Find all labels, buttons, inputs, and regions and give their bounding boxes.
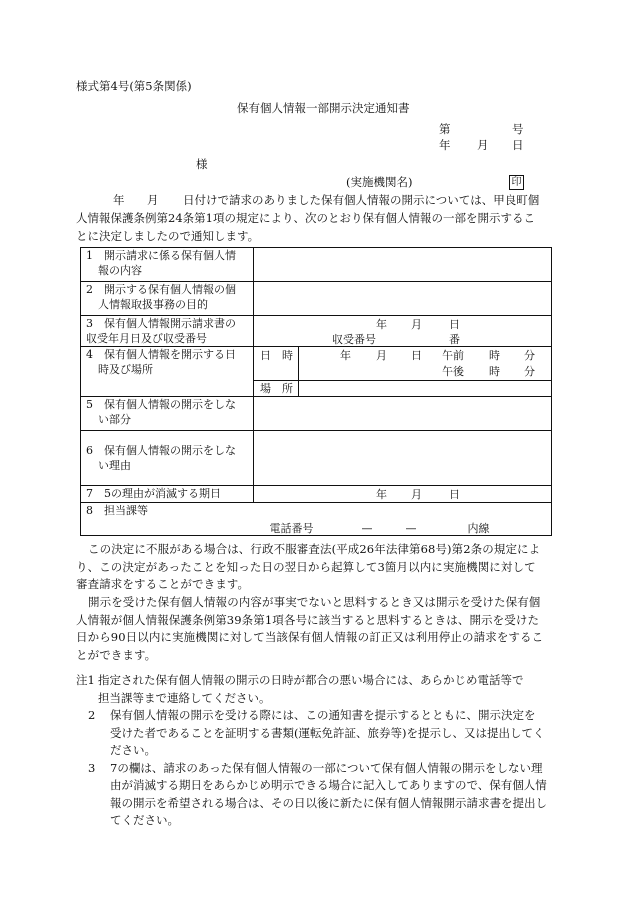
row3-year: 年 xyxy=(376,318,387,331)
note-2-line-2: 受けた者であることを証明する書類(運転免許証、旅券等)を提示し、又は提出してく xyxy=(110,725,545,740)
row4-month: 月 xyxy=(376,349,387,362)
note-3-line-4: てください。 xyxy=(110,813,179,827)
row4-day: 日 xyxy=(411,349,422,362)
correction-paragraph xyxy=(76,594,550,664)
row4-am-hour: 時 xyxy=(489,349,500,362)
row7-day: 日 xyxy=(449,488,460,501)
row1-label-line1: 1 開示請求に係る保有個人情 xyxy=(86,249,236,262)
table-row xyxy=(81,316,552,347)
row2-label-line1: 2 開示する保有個人情報の個 xyxy=(86,283,236,296)
row1-label xyxy=(81,248,254,282)
intro-month: 月 xyxy=(147,193,159,207)
issuer-label: (実施機関名) xyxy=(346,175,413,189)
note-1-line-2: 担当課等まで連絡してください。 xyxy=(98,690,271,705)
row3-day: 日 xyxy=(449,318,460,331)
note-3-line-1: 7の欄は、請求のあった保有個人情報の一部について保有個人情報の開示をしない理 xyxy=(110,760,543,775)
seal-mark xyxy=(509,175,524,190)
row8-dash1: — xyxy=(361,522,373,535)
row5-value xyxy=(254,397,552,431)
row2-label xyxy=(81,282,254,316)
note-2-line-1: 保有個人情報の開示を受ける際には、この通知書を提示するとともに、開示決定を xyxy=(110,708,536,722)
intro-first-line: 日付けで請求のありました保有個人情報の開示については、甲良町個 xyxy=(183,193,540,207)
seal-icon: 印 xyxy=(509,175,524,190)
row7-value xyxy=(254,486,552,503)
note-2-number: 2 xyxy=(88,708,96,722)
row5-label-line2: い部分 xyxy=(98,413,131,426)
row5-label-line1: 5 保有個人情報の開示をしな xyxy=(86,398,236,411)
row4-am-minute: 分 xyxy=(524,349,535,362)
row2-value xyxy=(254,282,552,316)
row4-pm: 午後 xyxy=(442,365,464,378)
row8-tel-label: 電話番号 xyxy=(269,522,314,535)
note-2-line-3: ださい。 xyxy=(110,743,156,757)
row4-label-line1: 4 保有個人情報を開示する日 xyxy=(86,348,236,361)
row7-year: 年 xyxy=(376,488,387,501)
row7-label: 7 5の理由が消滅する期日 xyxy=(81,486,254,503)
table-row xyxy=(81,486,552,503)
row8-label: 8 担当課等 xyxy=(81,503,254,536)
date-day: 日 xyxy=(512,138,524,152)
table-row xyxy=(81,431,552,486)
date-year: 年 xyxy=(439,138,451,152)
appeal-line-3: 審査請求をすることができます。 xyxy=(76,577,250,591)
row3-month: 月 xyxy=(411,318,422,331)
note-3 xyxy=(88,760,558,830)
row4-pm-hour: 時 xyxy=(489,365,500,378)
note-3-number: 3 xyxy=(88,760,96,775)
row3-value xyxy=(254,316,552,347)
row8-naisen: 内線 xyxy=(467,522,490,535)
note-1-line-1: 指定された保有個人情報の開示の日時が都合の悪い場合には、あらかじめ電話等で xyxy=(98,673,524,687)
note-3-line-3: 報の開示を希望される場合は、その日以後に新たに保有個人情報開示請求書を提出し xyxy=(110,795,547,810)
addressee-suffix: 様 xyxy=(196,157,208,171)
row4-datetime xyxy=(254,347,552,381)
note-3-line-2: 由が消滅する期日をあらかじめ明示できる場合に記入してありますので、保有個人情 xyxy=(110,778,547,792)
appeal-line-1: この決定に不服がある場合は、行政不服審査法(平成26年法律第68号)第2条の規定によ xyxy=(88,542,541,556)
correction-line-2: 人情報が個人情報保護条例第39条第1項各号に該当すると思料するときは、開示を受けた xyxy=(76,612,540,627)
correction-line-4: とができます。 xyxy=(76,647,157,662)
document-title: 保有個人情報一部開示決定通知書 xyxy=(237,101,410,115)
row6-label-line2: い理由 xyxy=(98,459,131,472)
table-row xyxy=(81,397,552,431)
table-row xyxy=(81,282,552,316)
row4-year: 年 xyxy=(340,349,351,362)
note-1 xyxy=(76,672,558,707)
row4-am: 午前 xyxy=(442,349,464,362)
row2-label-line2: 人情報取扱事務の目的 xyxy=(98,298,208,311)
decision-table xyxy=(80,247,552,536)
appeal-line-2: り、この決定があったことを知った日の翌日から起算して3箇月以内に実施機関に対して xyxy=(76,559,536,574)
intro-line-2: 人情報保護条例第24条第1項の規定により、次のとおり保有個人情報の一部を開示するこ xyxy=(76,211,535,225)
note-1-number: 注1 xyxy=(76,673,95,687)
table-row xyxy=(81,248,552,282)
row3-label xyxy=(81,316,254,347)
correction-line-1: 開示を受けた保有個人情報の内容が事実でないと思料するとき又は開示を受けた保有個 xyxy=(88,595,541,609)
row3-label-line1: 3 保有個人情報開示請求書の xyxy=(86,317,236,330)
row7-month: 月 xyxy=(411,488,422,501)
row1-value xyxy=(254,248,552,282)
row4-pm-minute: 分 xyxy=(524,365,535,378)
note-2 xyxy=(88,707,558,760)
row8-dash2: — xyxy=(405,522,417,535)
table-row xyxy=(81,347,552,381)
table-row xyxy=(81,503,552,536)
row4-place xyxy=(254,381,552,397)
row4-basho-label: 場 所 xyxy=(260,382,293,395)
row3-label-line2: 収受年月日及び収受番号 xyxy=(86,332,207,345)
row5-label xyxy=(81,397,254,431)
appeal-paragraph xyxy=(76,541,550,594)
row4-label-line2: 時及び場所 xyxy=(98,363,153,376)
row3-ban: 番 xyxy=(449,333,460,346)
correction-line-3: 日から90日以内に実施機関に対して当該保有個人情報の訂正又は利用停止の請求をするこ xyxy=(76,630,544,644)
row4-nichiji-label: 日 時 xyxy=(260,349,293,362)
notes-section xyxy=(76,672,558,830)
row8-value xyxy=(254,503,552,536)
row1-label-line2: 報の内容 xyxy=(98,264,142,277)
intro-year: 年 xyxy=(113,193,125,207)
row4-label xyxy=(81,347,254,397)
row6-label-line1: 6 保有個人情報の開示をしな xyxy=(86,444,236,457)
row6-value xyxy=(254,431,552,486)
intro-line-3: とに決定しましたので通知します。 xyxy=(76,229,260,243)
doc-number-go: 号 xyxy=(512,122,524,136)
row3-receipt-label: 収受番号 xyxy=(332,333,376,346)
doc-number-dai: 第 xyxy=(439,122,451,136)
date-month: 月 xyxy=(477,138,489,152)
form-number: 様式第4号(第5条関係) xyxy=(76,79,192,93)
row6-label xyxy=(81,431,254,486)
